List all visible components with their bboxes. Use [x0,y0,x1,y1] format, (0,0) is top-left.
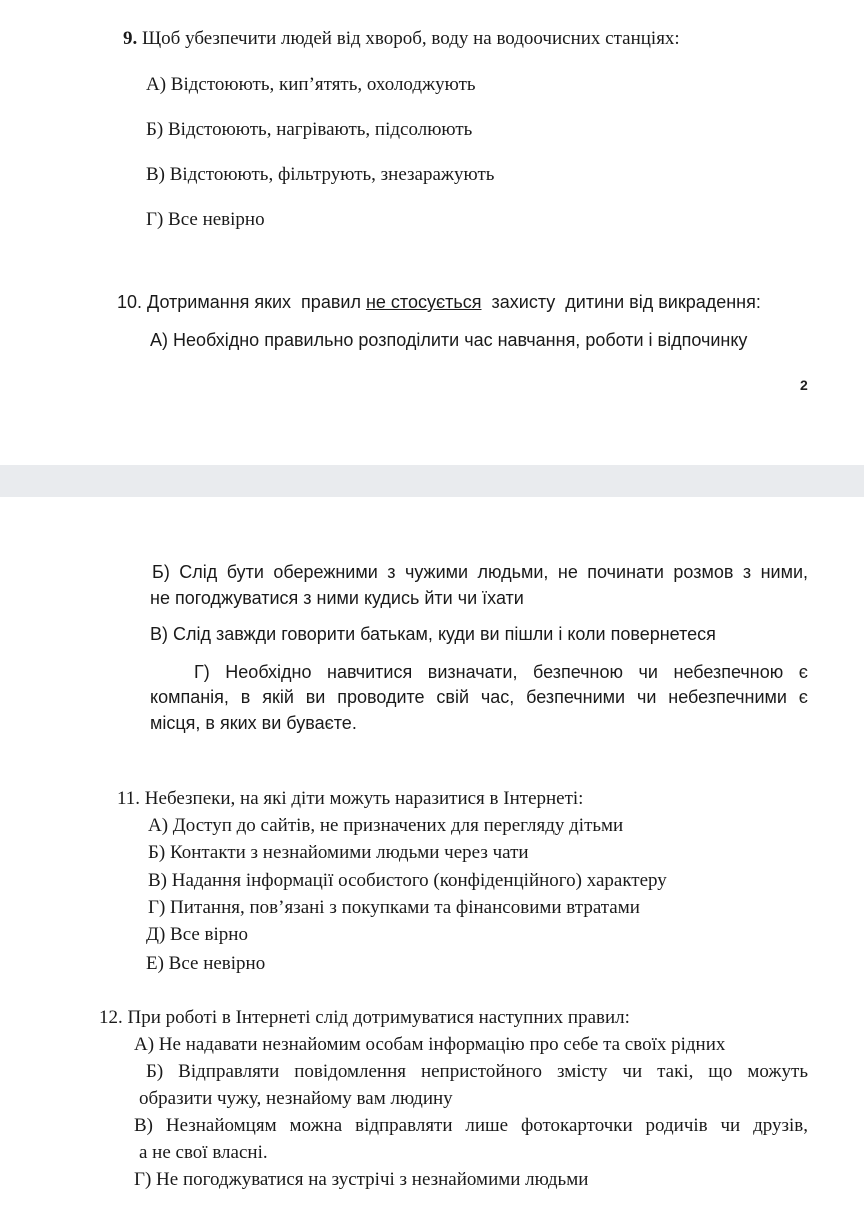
question-12-option-c-line2: а не свої власні. [139,1142,268,1163]
question-10-option-d-line3: місця, в яких ви буваєте. [150,713,357,733]
question-9-option-c: В) Відстоюють, фільтрують, знезаражують [146,164,495,185]
question-10-option-c: В) Слід завжди говорити батькам, куди ви пішли і коли повернетеся [150,624,716,644]
question-9-option-b: Б) Відстоюють, нагрівають, підсолюють [146,119,473,140]
question-10-option-d-line2: компанія, в якій ви проводите свій час, безпечними чи небезпечними є [150,687,808,707]
question-12-option-a: А) Не надавати незнайомим особам інформацію про себе та своїх рідних [134,1034,726,1055]
question-11-option-b: Б) Контакти з незнайомими людьми через чати [148,842,529,863]
question-10 [117,292,761,313]
question-12-option-c-line1: В) Незнайомцям можна відправляти лише фотокарточки родичів чи друзів, [134,1115,808,1136]
question-9-option-d: Г) Все невірно [146,209,265,230]
question-11-option-d: Г) Питання, пов’язані з покупками та фінансовими втратами [148,897,640,918]
question-10-option-b-line2: не погоджуватися з ними кудись йти чи їхати [150,588,524,608]
question-10-option-b-line1: Б) Слід бути обережними з чужими людьми, не починати розмов з ними, [152,562,808,582]
question-12-option-d: Г) Не погоджуватися на зустрічі з незнайомими людьми [134,1169,589,1190]
document-page-2 [0,497,864,1212]
question-11-option-f: Е) Все невірно [146,953,266,974]
document-page-1 [0,0,864,465]
page-separator [0,465,864,497]
question-11-option-e: Д) Все вірно [146,924,248,945]
question-10-text-end: захисту дитини від викрадення: [481,292,761,312]
page-number: 2 [800,377,808,393]
question-10-underlined-phrase: не стосується [365,292,482,312]
question-12: 12. При роботі в Інтернеті слід дотримуватися наступних правил: [99,1007,630,1028]
question-12-option-b-line1: Б) Відправляти повідомлення непристойного змісту чи такі, що можуть [146,1061,808,1082]
question-11-option-a: А) Доступ до сайтів, не призначених для перегляду дітьми [148,815,624,836]
question-10-number: 10. [117,292,143,312]
question-12-option-b-line2: образити чужу, незнайому вам людину [139,1088,453,1109]
question-9 [123,28,680,50]
question-10-option-d-line1: Г) Необхідно навчитися визначати, безпечною чи небезпечною є [194,662,808,682]
question-9-text: Щоб убезпечити людей від хвороб, воду на водоочисних станціях: [142,28,680,49]
question-10-option-a: А) Необхідно правильно розподілити час навчання, роботи і відпочинку [150,330,748,350]
question-9-option-a: А) Відстоюють, кип’ятять, охолоджують [146,74,476,95]
question-11: 11. Небезпеки, на які діти можуть наразитися в Інтернеті: [117,788,584,809]
question-10-text-start: Дотримання яких правил [147,292,366,312]
question-11-option-c: В) Надання інформації особистого (конфіденційного) характеру [148,870,667,891]
question-9-number: 9. [123,28,138,49]
